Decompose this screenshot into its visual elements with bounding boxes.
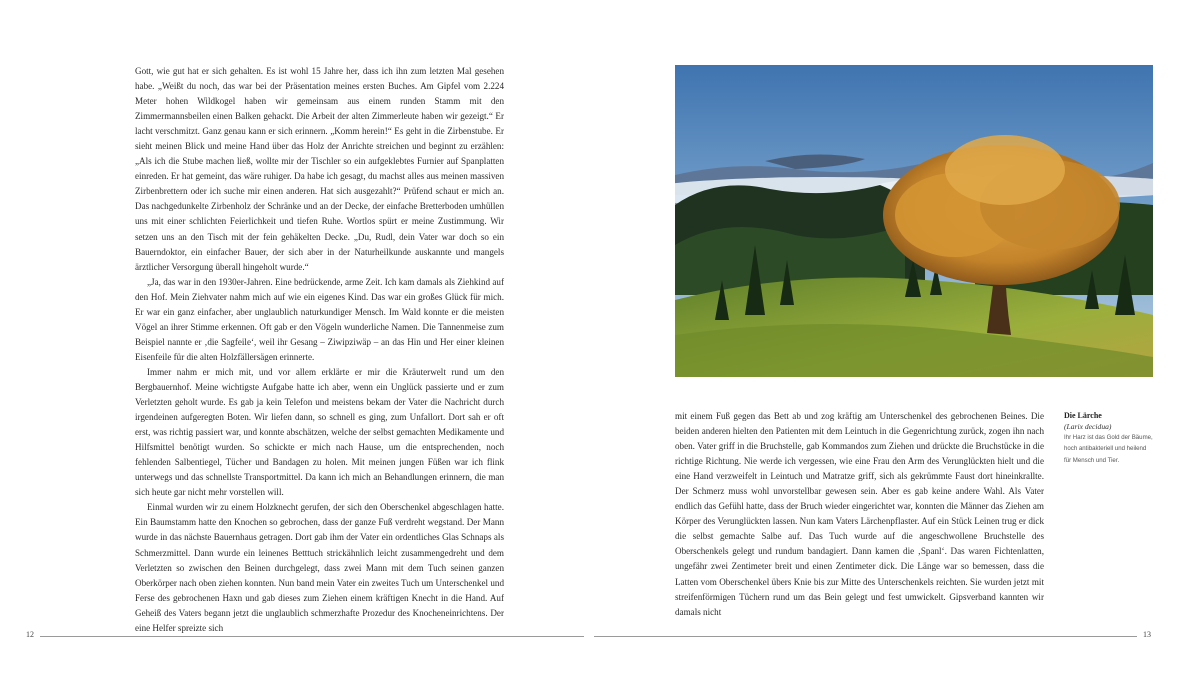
landscape-illustration <box>675 65 1153 377</box>
left-page-text <box>135 64 504 636</box>
right-page-text <box>675 409 1044 620</box>
page-number-right: 13 <box>1143 630 1151 639</box>
caption-title: Die Lärche <box>1064 411 1102 420</box>
paragraph: Einmal wurden wir zu einem Holzknecht gerufen, der sich den Oberschenkel abgeschlagen hatte. Ein Baumstamm hatte den Knochen so gebrochen, dass der ganze Fuß verdreht wegstand. Der Mann wurde in das nächste Bauernhaus getragen. Dort gab ihm der Vater ein ordentliches Glas Schnaps als Schmerzmittel. Dann wurde ein leinenes Betttuch strickähnlich leicht zusammengedreht und dem Verletzten so zwischen den Beinen durchgelegt, dass zwei Mann mit dem Tuch seinen ganzen Oberkörper nach oben ziehen konnten. Nun band mein Vater ein zweites Tuch um Unterschenkel und Ferse des gebrochenen Haxn und gab dieses zum Ziehen einem kräftigen Knecht in die Hand. Auf Geheiß des Vaters begann jetzt die unglaublich schmerzhafte Prozedur des Knocheneinrichtens. Der eine Helfer spreizte sich <box>135 502 504 633</box>
caption-text: Ihr Harz ist das Gold der Bäume, hoch antibakteriell und heilend für Mensch und Tier. <box>1064 434 1153 464</box>
page-number-left: 12 <box>26 630 34 639</box>
photo-caption <box>1064 410 1154 466</box>
paragraph: mit einem Fuß gegen das Bett ab und zog kräftig am Unterschenkel des gebrochenen Beines. Die beiden anderen hielten den Patienten mit dem Leintuch in die Gegenrichtung zurück, zogen ihn nach oben. Vater griff in die Bruchstelle, gab Kommandos zum Ziehen und drückte die Bruchstücke in die richtige Richtung. Nie werde ich vergessen, wie eine Frau den Arm des Verunglückten hielt und die eine Hand verzweifelt in Leintuch und Matratze griff, sich als gekrümmte Faust dort hineinkrallte. Der Schmerz muss wohl unvorstellbar gewesen sein. Aber es gab keine andere Wahl. Als Vater endlich das Gefühl hatte, dass der Bruch wieder eingerichtet war, konnten die Männer das Ziehen am Körper des Verunglückten lassen. Nun kam Vaters Lärchenpflaster. Auf ein Stück Leinen trug er dick die selbst gemachte Salbe auf. Das Tuch wurde auf die angeschwollene Bruchstelle des Oberschenkels gelegt und rundum bandagiert. Dann kamen die ‚Spanl‘. Das waren Fichtenlatten, ungefähr zwei Zentimeter breit und einen Zentimeter dick. Die Länge war so bemessen, dass die Latten vom Oberschenkel übers Knie bis zur Mitte des Unterschenkels reichten. Sie wurden jetzt mit streifenförmigen Tüchern rund um das Bein gelegt und fest umwickelt. Gipsverband kannten wir damals nicht <box>675 411 1044 617</box>
larch-tree-photo <box>675 65 1153 377</box>
footer-rule-right <box>594 636 1137 637</box>
caption-latin-name: (Larix decidua) <box>1064 422 1112 431</box>
paragraph: „Ja, das war in den 1930er-Jahren. Eine bedrückende, arme Zeit. Ich kam damals als Ziehkind auf den Hof. Mein Ziehvater nahm mich auf wie ein eigenes Kind. Das war ein großes Glück für mich. Er war ein ganz einfacher, aber unglaublich naturkundiger Mensch. Im Wald konnte er die meisten Vögel an ihrer Stimme erkennen. Oft gab er den Vögeln wunderliche Namen. Die Tannenmeise zum Beispiel nannte er ‚die Sagfeile‘, weil ihr Gesang – Ziwipziwäp – an das Hin und Her einer kleinen Eisenfeile für die alten Holzfällersägen erinnerte. <box>135 276 504 362</box>
paragraph: Immer nahm er mich mit, und vor allem erklärte er mir die Kräuterwelt rund um den Bergbauernhof. Meine wichtigste Aufgabe hatte ich aber, wenn ein Unglück passierte und er zum Verletzten geholt wurde. Es gab ja kein Telefon und meistens bekam der Vater die Nachricht durch irgendeinen aufgeregten Boten. Wir liefen dann, so schnell es ging, zum Unfallort. Dort sah er oft erst, was richtig passiert war, und konnte abschätzen, welche der selbst gemachten Medikamente und Hilfsmittel benötigt wurden. So schickte er mich nach Hause, um die entsprechenden, noch fehlenden Salbentiegel, Tücher und Bandagen zu holen. Mit meinen jungen Füßen war ich flink unterwegs und das schnellste Transportmittel. Da kann ich mich an Behandlungen erinnern, die man sich heute gar nicht mehr vorstellen will. <box>135 366 504 498</box>
footer-rule-left <box>40 636 584 637</box>
paragraph: Gott, wie gut hat er sich gehalten. Es ist wohl 15 Jahre her, dass ich ihn zum letzten Mal gesehen habe. „Weißt du noch, das war bei der Präsentation meines ersten Buches. Am Gipfel vom 2.224 Meter hohen Wildkogel haben wir gemeinsam aus einem runden Stamm mit den Zimmermannsbeilen einen Balken gehackt. Die Arbeit der alten Zimmerleute haben wir gezeigt.“ Er lacht verschmitzt. Ganz genau kann er sich erinnern. „Komm herein!“ Es geht in die Zirbenstube. Er sieht meinen Blick und meine Hand über das Holz der Anrichte streichen und beginnt zu erzählen: „Als ich die Stube machen ließ, wollte mir der Tischler so ein aufgeklebtes Furnier auf Spanplatten einreden. Er hat gemeint, das wäre ruhiger. Da habe ich gesagt, du machst alles aus meinen massiven Zirbenbrettern oder ich suche mir einen anderen. Hat sich ausgezahlt?“ Prüfend schaut er mich an. Das nachgedunkelte Zirbenholz der Schränke und an der Decke, der einfache Bretterboden umhüllen uns mit einer schlichten Feierlichkeit und tiefen Ruhe. Wortlos spürt er meine Zustimmung. Wir setzen uns an den Tisch mit der fein gehäkelten Decke. „Du, Rudl, dein Vater war doch so ein Bauerndoktor, ein einfacher Bauer, der sich aber in der Naturheilkunde auskannte und mangels ärztlicher Versorgung überall hingeholt wurde.“ <box>135 66 504 272</box>
